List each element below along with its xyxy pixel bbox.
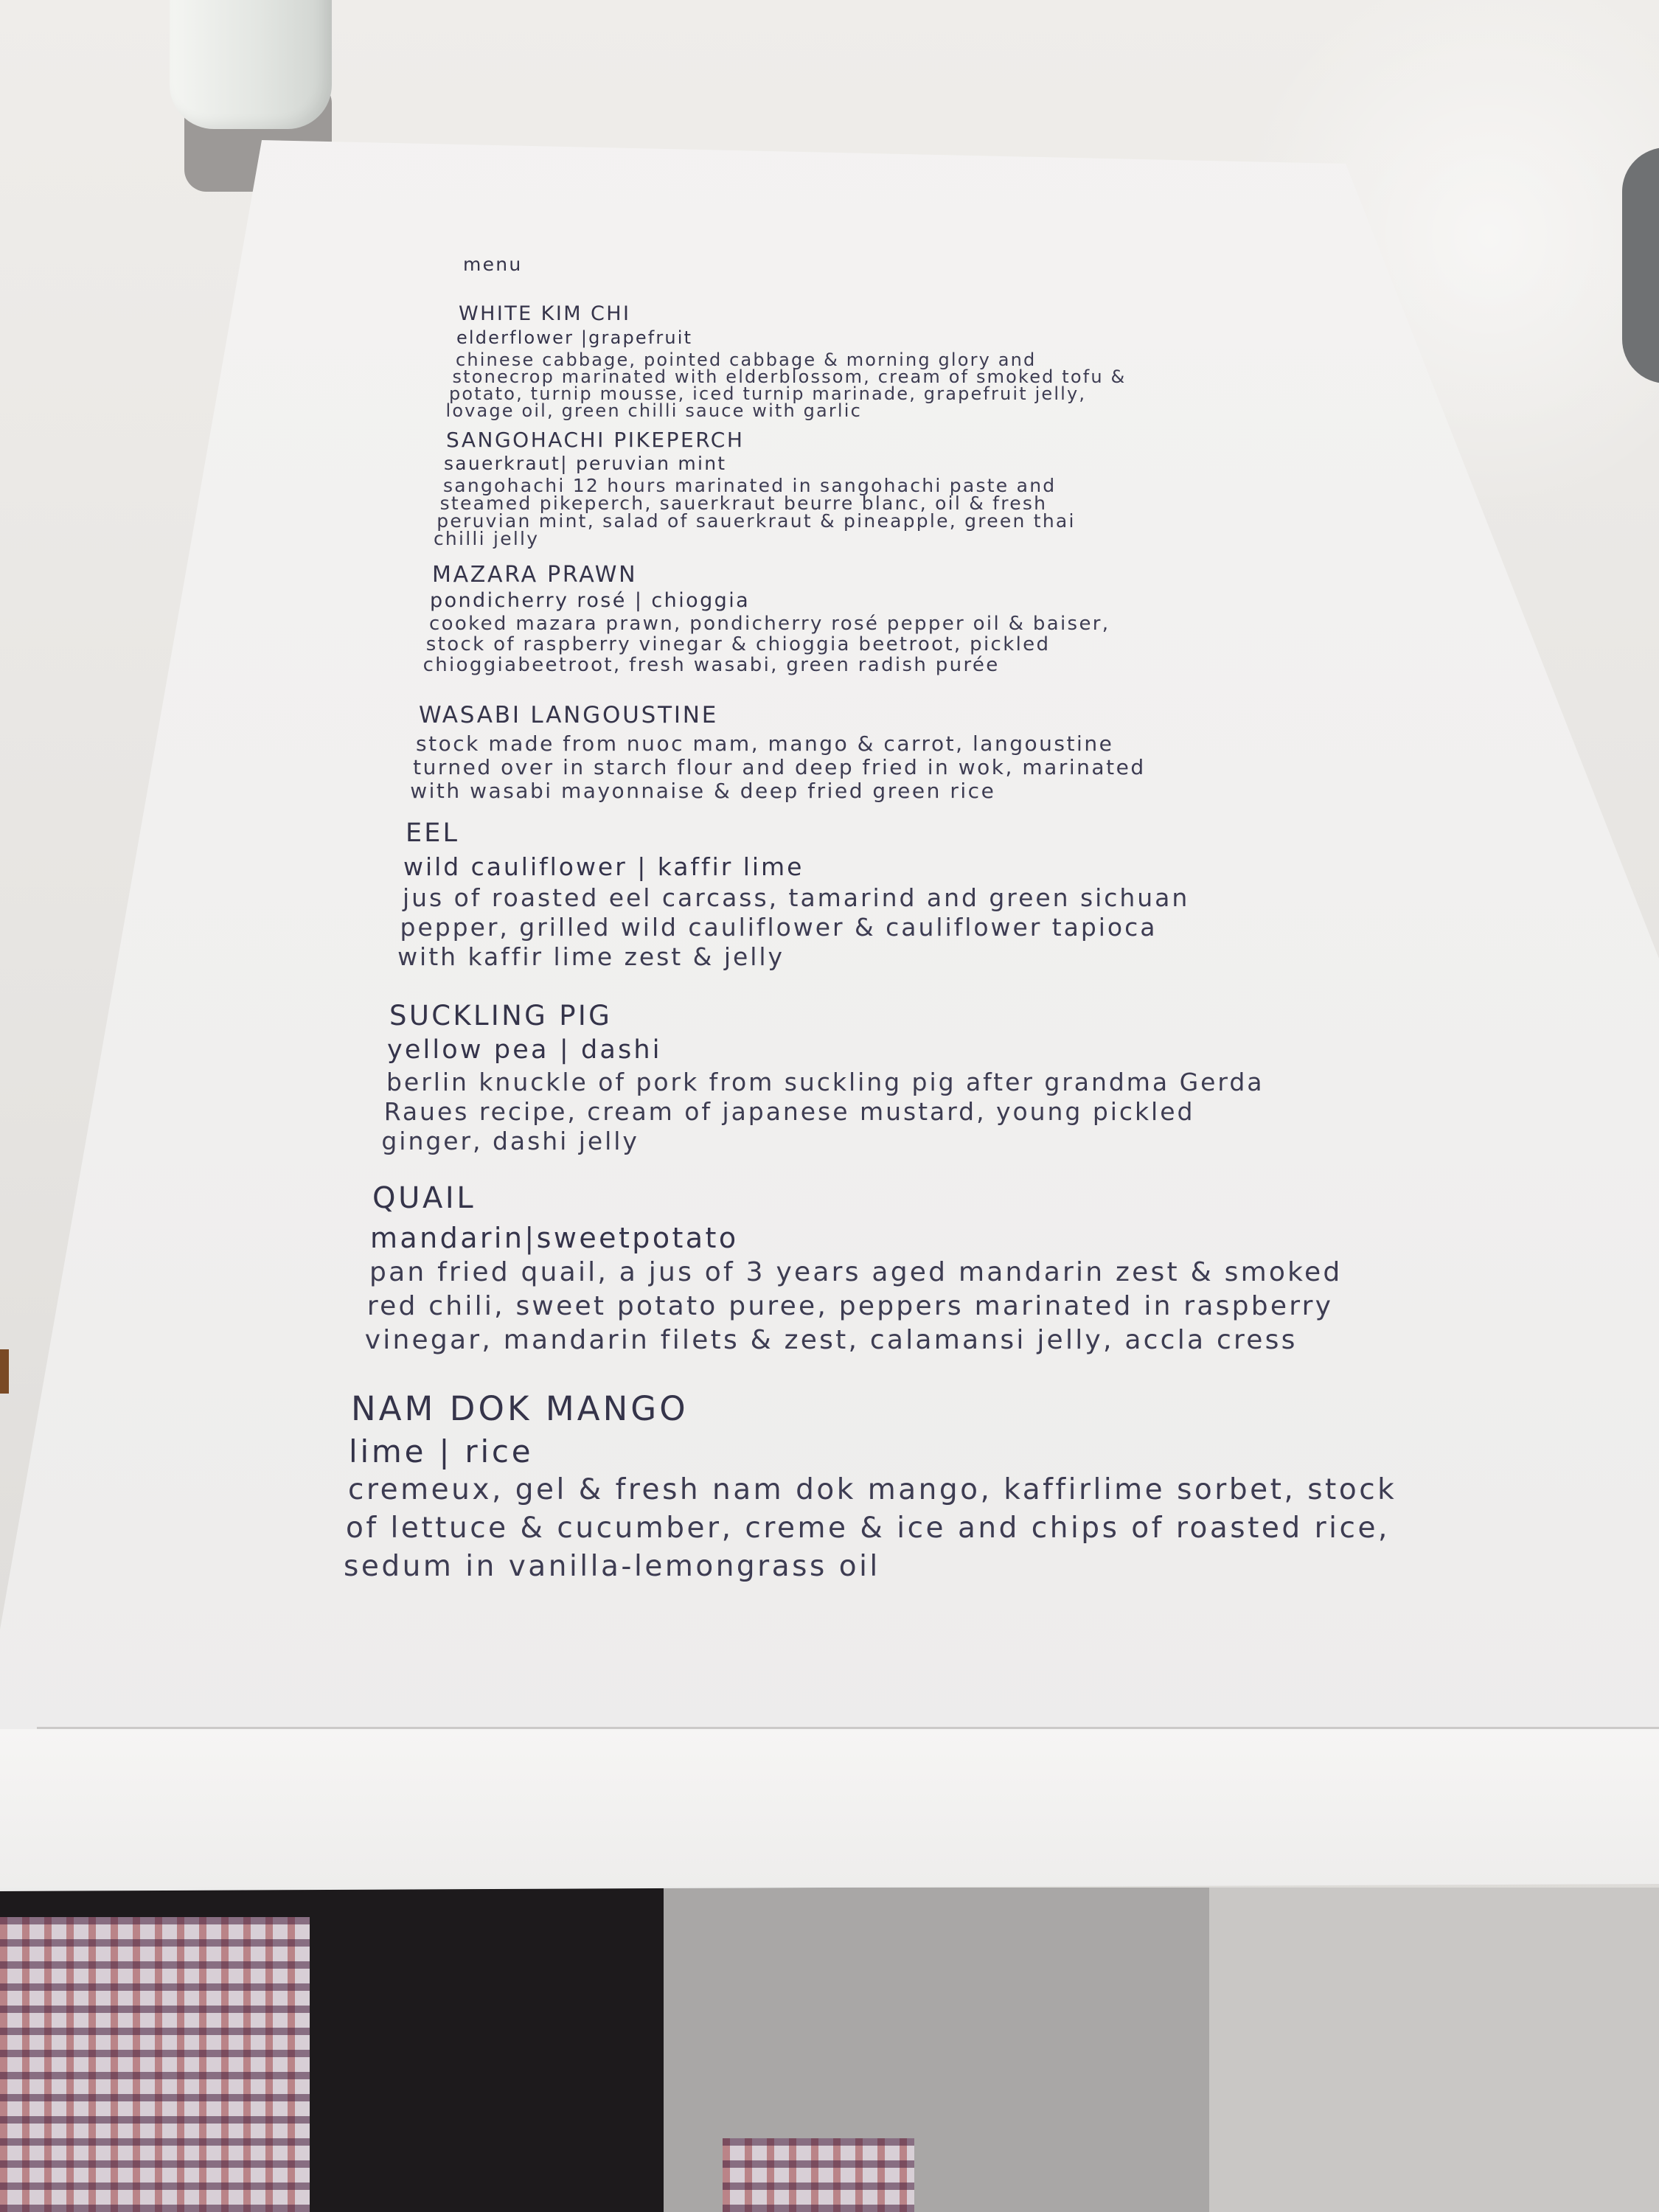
course-name: NAM DOK MANGO — [351, 1389, 689, 1428]
course-name: QUAIL — [372, 1181, 476, 1215]
course-description-line: pan fried quail, a jus of 3 years aged mandarin zest & smoked — [369, 1257, 1343, 1287]
course-description-line: sedum in vanilla-lemongrass oil — [344, 1550, 880, 1583]
course-description-line: vinegar, mandarin filets & zest, calamansi jelly, accla cress — [364, 1325, 1298, 1355]
course-description-line: stock made from nuoc mam, mango & carrot, langoustine — [416, 731, 1114, 756]
course-description-line: Raues recipe, cream of japanese mustard, young pickled — [383, 1097, 1195, 1126]
course-subtitle: mandarin|sweetpotato — [370, 1222, 739, 1254]
course-description-line: potato, turnip mousse, iced turnip marinade, grapefruit jelly, — [449, 383, 1087, 404]
course-description-line: pepper, grilled wild cauliflower & cauliflower tapioca — [400, 913, 1158, 942]
course-description-line: peruvian mint, salad of sauerkraut & pineapple, green thai — [437, 510, 1076, 532]
course-description-line: sangohachi 12 hours marinated in sangohachi paste and — [443, 475, 1057, 496]
course-subtitle: elderflower |grapefruit — [456, 327, 693, 348]
course-description-line: jus of roasted eel carcass, tamarind and green sichuan — [403, 883, 1190, 912]
course-description-line: of lettuce & cucumber, creme & ice and chips of roasted rice, — [346, 1512, 1390, 1545]
course-description-line: with wasabi mayonnaise & deep fried green rice — [410, 779, 996, 803]
course-subtitle: yellow pea | dashi — [387, 1035, 662, 1065]
course-description-line: stonecrop marinated with elderblossom, cream of smoked tofu & — [452, 366, 1127, 387]
menu-title: menu — [463, 254, 523, 275]
course-description-line: stock of raspberry vinegar & chioggia beetroot, pickled — [425, 633, 1051, 655]
course-description-line: chioggiabeetroot, fresh wasabi, green radish purée — [422, 654, 1000, 676]
course-description-line: ginger, dashi jelly — [381, 1127, 639, 1155]
course-description-line: lovage oil, green chilli sauce with garlic — [445, 400, 862, 421]
course-subtitle: lime | rice — [349, 1433, 534, 1470]
course-name: WASABI LANGOUSTINE — [419, 702, 719, 728]
course-name: WHITE KIM CHI — [459, 302, 631, 325]
course-name: MAZARA PRAWN — [432, 562, 638, 588]
course-description-line: chilli jelly — [433, 528, 540, 549]
course-name: SANGOHACHI PIKEPERCH — [446, 428, 745, 452]
course-name: SUCKLING PIG — [389, 1000, 613, 1032]
course-description-line: chinese cabbage, pointed cabbage & morning glory and — [456, 349, 1037, 370]
course-subtitle: wild cauliflower | kaffir lime — [403, 852, 804, 881]
course-description-line: cooked mazara prawn, pondicherry rosé pepper oil & baiser, — [429, 613, 1110, 635]
course-description-line: turned over in starch flour and deep fried in wok, marinated — [413, 755, 1146, 779]
course-subtitle: pondicherry rosé | chioggia — [430, 589, 751, 612]
course-description-line: with kaffir lime zest & jelly — [397, 942, 785, 971]
course-description-line: berlin knuckle of pork from suckling pig after grandma Gerda — [386, 1068, 1265, 1096]
course-description-line: cremeux, gel & fresh nam dok mango, kaffirlime sorbet, stock — [348, 1473, 1397, 1506]
course-subtitle: sauerkraut| peruvian mint — [444, 453, 727, 474]
course-name: EEL — [406, 818, 460, 848]
course-description-line: red chili, sweet potato puree, peppers marinated in raspberry — [366, 1291, 1334, 1321]
course-description-line: steamed pikeperch, sauerkraut beurre blanc, oil & fresh — [439, 493, 1048, 514]
